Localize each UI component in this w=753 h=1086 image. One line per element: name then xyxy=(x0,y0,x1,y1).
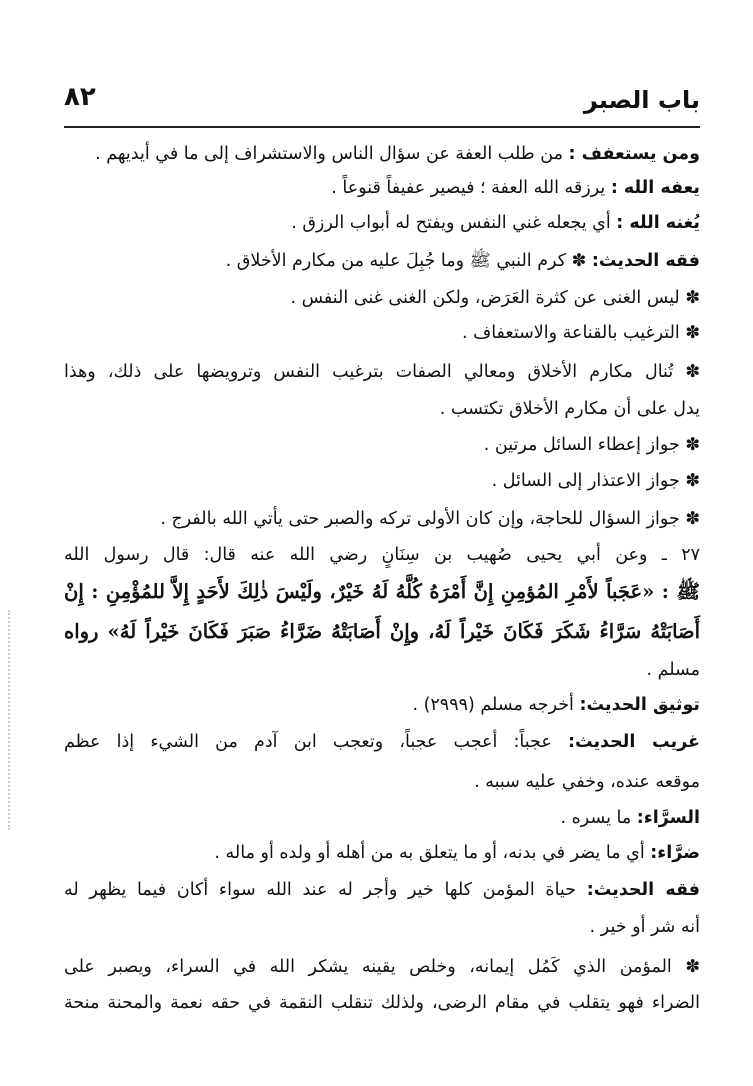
line-text: مسلم . xyxy=(646,660,700,680)
header-divider xyxy=(64,126,700,128)
line-text: أخرجه مسلم (٢٩٩٩) . xyxy=(412,695,580,715)
bullet-line xyxy=(64,955,700,979)
section-label: توثيق الحديث: xyxy=(579,695,700,715)
bullet-line xyxy=(64,286,700,310)
line-text: ✽ كرم النبي ﷺ وما جُبِلَ عليه من مكارم الأخلاق . xyxy=(225,251,592,271)
line-text: أَصَابَتْهُ سَرَّاءُ شَكَرَ فَكَانَ خَيْراً لَهُ، وإِنْ أَصَابَتْهُ ضَرَّاءُ صَبَرَ فَكَانَ خَيْراً لَهُ» رواه xyxy=(64,620,700,643)
bullet-line xyxy=(64,321,700,345)
line-text: يرزقه الله العفة ؛ فيصير عفيفاً قنوعاً . xyxy=(331,178,611,198)
section-label: فقه الحديث: xyxy=(591,251,700,271)
line-text: ما يسره . xyxy=(560,808,637,828)
hadith-text-line xyxy=(64,620,700,644)
bullet-line xyxy=(64,507,700,531)
term-label: يُغنه الله : xyxy=(616,213,700,233)
page-header xyxy=(64,78,700,124)
text-line xyxy=(64,915,700,939)
scan-edge-mark xyxy=(8,610,12,830)
page-number: ٨٢ xyxy=(64,82,96,112)
text-line xyxy=(64,730,700,754)
term-label: السرَّاء: xyxy=(636,808,700,828)
line-text: ✽ ليس الغنى عن كثرة العَرَض، ولكن الغنى غنى النفس . xyxy=(290,288,700,308)
section-label: فقه الحديث: xyxy=(586,880,700,900)
line-text: ﷺ : «عَجَباً لأَمْرِ المُؤمِنِ إِنَّ أَمْرَهُ كُلَّهُ لَهُ خَيْرٌ، ولَيْسَ ذٰلِكَ لأَحَدٍ إِلاَّ للمُؤْمِنِ : إِنْ xyxy=(64,580,700,603)
bullet-line xyxy=(64,469,700,493)
line-text: ✽ تُنال مكارم الأخلاق ومعالي الصفات بترغيب النفس وترويضها على ذلك، وهذا xyxy=(64,362,700,382)
text-line xyxy=(64,176,700,200)
text-line xyxy=(64,658,700,682)
text-line xyxy=(64,397,700,421)
line-text: ✽ المؤمن الذي كَمُل إيمانه، وخلص يقينه يشكر الله في السراء، ويصبر على xyxy=(64,957,700,977)
line-text: يدل على أن مكارم الأخلاق تكتسب . xyxy=(439,399,700,419)
line-text: الضراء فهو يتقلب في مقام الرضى، ولذلك تنقلب النقمة في حقه نعمة والمحنة منحة xyxy=(64,993,700,1013)
line-text: حياة المؤمن كلها خير وأجر له عند الله سواء أكان فيما يظهر له xyxy=(64,880,587,900)
line-text: أي ما يضر في بدنه، أو ما يتعلق به من أهله أو ولده أو ماله . xyxy=(214,843,651,863)
section-label: غريب الحديث: xyxy=(567,732,700,752)
line-text: ✽ جواز الاعتذار إلى السائل . xyxy=(491,471,700,491)
line-text: أنه شر أو خير . xyxy=(589,917,700,937)
text-line xyxy=(64,878,700,902)
text-line xyxy=(64,806,700,830)
term-label: ومن يستعفف : xyxy=(568,144,700,164)
line-text: موقعه عنده، وخفي عليه سببه . xyxy=(474,772,700,792)
term-label: ضرَّاء: xyxy=(650,843,700,863)
line-text: ✽ جواز إعطاء السائل مرتين . xyxy=(483,435,700,455)
line-text: ✽ الترغيب بالقناعة والاستعفاف . xyxy=(461,323,700,343)
text-line xyxy=(64,142,700,166)
text-line xyxy=(64,693,700,717)
hadith-intro-line xyxy=(64,543,700,567)
text-line xyxy=(64,841,700,865)
hadith-text-line xyxy=(64,580,700,604)
line-text: أي يجعله غني النفس ويفتح له أبواب الرزق . xyxy=(291,213,617,233)
line-text: ✽ جواز السؤال للحاجة، وإن كان الأولى تركه والصبر حتى يأتي الله بالفرج . xyxy=(160,509,700,529)
text-line xyxy=(64,249,700,273)
line-text: ٢٧ ـ وعن أبي يحيى صُهيب بن سِنَانٍ رضي الله عنه قال: قال رسول الله xyxy=(64,545,700,565)
chapter-title: باب الصبر xyxy=(583,86,700,114)
bullet-line xyxy=(64,360,700,384)
text-line xyxy=(64,991,700,1015)
line-text: من طلب العفة عن سؤال الناس والاستشراف إلى ما في أيديهم . xyxy=(95,144,569,164)
term-label: يعفه الله : xyxy=(610,178,700,198)
line-text: عجباً: أعجب عجباً، وتعجب ابن آدم من الشيء إذا عظم xyxy=(64,732,568,752)
text-line xyxy=(64,770,700,794)
text-line xyxy=(64,211,700,235)
bullet-line xyxy=(64,433,700,457)
